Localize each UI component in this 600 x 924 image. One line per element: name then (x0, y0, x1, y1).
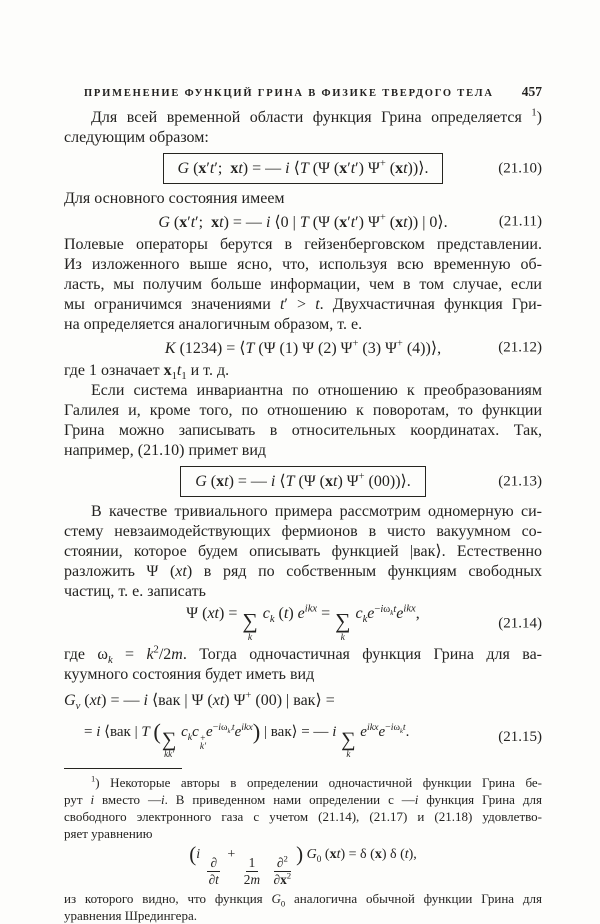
text-line: ласть, мы получим больше информации, чем в том случае, если (64, 276, 542, 293)
text-line: Галилея и, кроме того, по отношению к поворотам, то функции (64, 402, 542, 419)
text-line: свободного электронного газа с учетом (21.14), (21.17) и (21.18) удовлетво- (64, 809, 542, 825)
text-line: рут i вместо —i. В приведенном нами определении с —i функция Грина для (64, 792, 542, 808)
paragraph-omega-definition (64, 645, 542, 685)
footnote-paragraph-1 (64, 774, 542, 842)
text-line: Грина можно записывать в относительных координатах. Так, (64, 422, 542, 439)
text-line: Для всей временной области функция Грина определяется $^1$) (91, 107, 542, 126)
equation-21-15-line1: $G_v$ (xt) = — i ⟨вак | Ψ (xt) Ψ+ (00) | вак⟩ = (64, 691, 335, 713)
text-line: на определяется аналогичным образом, т. е. (64, 316, 363, 333)
running-header-title: ПРИМЕНЕНИЕ ФУНКЦИЙ ГРИНА В ФИЗИКЕ ТВЕРДОГО ТЕЛА (83, 88, 494, 99)
text-line: Из изложенного выше ясно, что, используя всю временную об- (64, 256, 542, 273)
equation-21-13-number: (21.13) (498, 473, 542, 489)
text-line: мы ограничимся значениями t′ > t. Двухчастичная функция Гри- (64, 296, 543, 313)
text-line: Полевые операторы берутся в гейзенберговском представлении. (64, 236, 542, 253)
paragraph-trivial-example (64, 502, 542, 602)
equation-21-14-number: (21.14) (498, 615, 542, 632)
text-line: из которого видно, что функция $G_0$ аналогична обычной функции Грина для (64, 890, 542, 909)
paragraph-field-operators (64, 235, 542, 335)
equation-21-14-body: Ψ (xt) = ∑ k $c_k$ (t) $e^{ikx}$ = ∑ k $c_ke^{-i\omega_kt}e^{ikx}$, (186, 603, 420, 643)
equation-21-15 (64, 689, 542, 759)
footnote-paragraph-2 (64, 890, 542, 924)
text-line: где $\omega_k = k^2/2m$. Тогда одночастичная функция Грина для ва- (64, 645, 542, 667)
text-line: Если система инвариантна по отношению к преобразованиям (91, 382, 542, 399)
paragraph-notation (64, 361, 542, 381)
footnote-rule (64, 768, 182, 769)
text-line: ряет уравнению (64, 826, 153, 842)
equation-21-10-number: (21.10) (498, 160, 542, 176)
equation-21-13-body: G (xt) = — i ⟨T (Ψ (xt) Ψ+ (00))⟩. (180, 466, 426, 497)
paragraph-intro (64, 108, 542, 148)
text-line: где 1 означает $x_1t_1$ и т. д. (64, 362, 230, 383)
text-line: частиц, т. е. записать (64, 583, 206, 600)
paragraph-galilei-invariance (64, 381, 542, 461)
text-line: стему невзаимодействующих фермионов в чисто вакуумном со- (64, 523, 542, 540)
equation-21-12-number: (21.12) (498, 339, 542, 356)
equation-21-12 (64, 338, 542, 358)
equation-21-10-body: G (x′t′; xt) = — i ⟨T (Ψ (x′t′) Ψ+ (xt))⟩. (163, 153, 444, 184)
text-line: уравнения Шредингера. (64, 907, 197, 923)
text-line: следующим образом: (64, 129, 209, 146)
paragraph-ground-state (64, 189, 542, 209)
equation-21-11-number: (21.11) (498, 213, 542, 230)
running-header (64, 84, 542, 100)
footnote-equation-body: (i $\frac{\partial}{\partial t}$ + $\frac{1}{2m}$ $\frac{\partial^2}{\partial x^2}$ ) $G_0$ (xt) = δ (x) δ (t), (189, 842, 417, 887)
equation-21-13 (64, 466, 542, 497)
footnote-equation (64, 842, 542, 887)
equation-21-15-number: (21.15) (498, 729, 542, 746)
text-line: Для основного состояния имеем (64, 190, 285, 207)
text-line: стоянии, которое будем описывать функцией |вак⟩. Естественно (64, 543, 542, 560)
text-line: $^1$) Некоторые авторы в определении одночастичной функции Грина бе- (91, 774, 542, 791)
text-line: разложить Ψ (xt) в ряд по собственным функциям свободных (64, 563, 543, 580)
text-line: куумного состояния будет иметь вид (64, 666, 315, 684)
text-line: В качестве тривиального примера рассмотрим одномерную си- (91, 503, 542, 520)
page-number: 457 (521, 84, 542, 99)
equation-21-14 (64, 605, 542, 642)
equation-21-12-body: K (1234) = ⟨T (Ψ (1) Ψ (2) Ψ+ (3) Ψ+ (4))⟩, (164, 338, 442, 357)
equation-21-11 (64, 212, 542, 232)
equation-21-11-body: G (x′t′; xt) = — i ⟨0 | T (Ψ (x′t′) Ψ+ (xt)) | 0⟩. (158, 212, 448, 231)
equation-21-10 (64, 153, 542, 184)
text-line: например, (21.10) примет вид (64, 442, 267, 459)
equation-21-15-line2: = i ⟨вак | T ( ∑ kk′ $c_kc$ + k′ $e^{-i\omega_{k'}t}e^{ikx}$) | вак⟩ = — i ∑ k $e^{ikx}e^{-i\omega_kt}$. (84, 719, 410, 760)
